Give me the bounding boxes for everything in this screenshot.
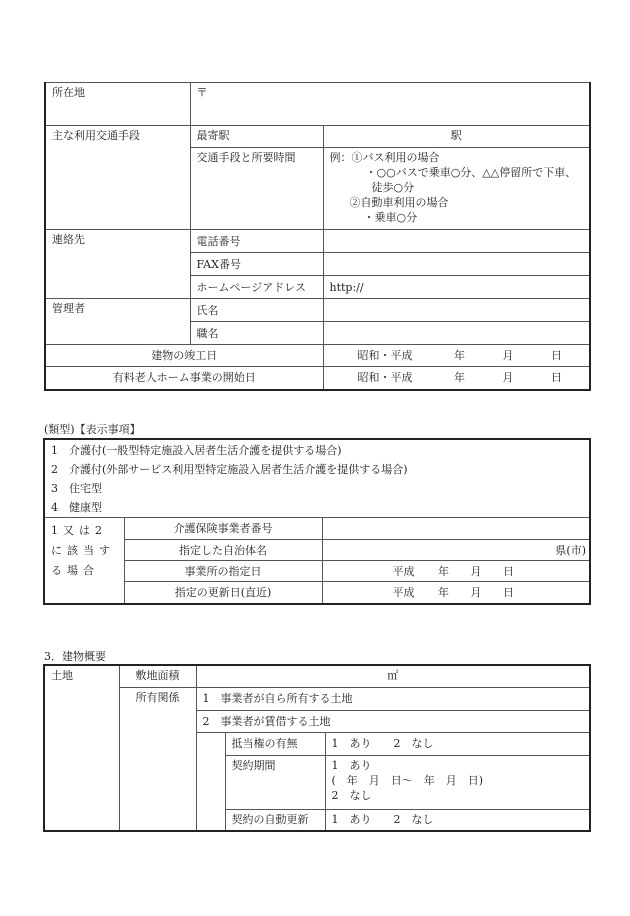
designation-month: 月 — [470, 564, 482, 578]
completion-year: 年 — [454, 349, 465, 362]
municipality-field[interactable]: 県(市) — [322, 540, 590, 561]
homepage-label: ホームページアドレス — [190, 276, 323, 299]
start-month: 月 — [502, 371, 514, 385]
section3-heading: 3．建物概要 — [44, 650, 106, 663]
auto-renew-field[interactable]: 1 あり 2 なし — [325, 809, 590, 831]
contact-label: 連絡先 — [45, 230, 190, 299]
municipality-label: 指定した自治体名 — [124, 540, 322, 561]
contract-period-line-3: 2 なし — [331, 788, 372, 802]
designation-date-label: 事業所の指定日 — [124, 561, 322, 582]
renewal-era: 平成 — [392, 585, 415, 599]
completion-label: 建物の竣工日 — [45, 345, 323, 367]
means-time-label: 交通手段と所要時間 — [190, 148, 323, 230]
fax-field[interactable] — [323, 253, 590, 276]
manager-title-label: 職名 — [190, 322, 323, 345]
contract-period-field[interactable] — [325, 755, 590, 809]
nearest-station-field[interactable]: 駅 — [323, 126, 590, 148]
transport-label: 主な利用交通手段 — [45, 126, 190, 230]
facility-info-table — [44, 82, 591, 391]
manager-name-field[interactable] — [323, 299, 590, 322]
start-label: 有料老人ホーム事業の開始日 — [45, 367, 323, 390]
insurance-no-label: 介護保険事業者番号 — [124, 518, 322, 540]
means-time-field[interactable] — [323, 148, 590, 230]
renewal-month: 月 — [470, 585, 482, 599]
example-line-1: 例：①バス利用の場合 — [329, 151, 440, 164]
start-day: 日 — [551, 371, 562, 385]
completion-month: 月 — [502, 349, 514, 362]
mortgage-label: 抵当権の有無 — [225, 732, 325, 755]
renewal-day: 日 — [503, 585, 514, 599]
start-date-field[interactable] — [323, 367, 590, 390]
designation-day: 日 — [503, 564, 514, 578]
mortgage-field[interactable]: 1 あり 2 なし — [325, 732, 590, 755]
manager-label: 管理者 — [45, 299, 190, 345]
start-era: 昭和・平成 — [357, 371, 413, 385]
type-heading: (類型)【表示事項】 — [44, 423, 141, 436]
example-line-3: 徒歩○分 — [371, 181, 415, 194]
ownership-lease-option[interactable]: 2 事業者が賃借する土地 — [196, 710, 590, 732]
phone-label: 電話番号 — [190, 230, 323, 253]
type-option-2[interactable]: 2 介護付(外部サービス利用型特定施設入居者生活介護を提供する場合) — [44, 460, 590, 479]
building-overview-table — [43, 664, 591, 832]
applies-label: 1又は2に該当する場合 — [44, 518, 124, 604]
ownership-label: 所有関係 — [119, 687, 196, 831]
type-table — [43, 438, 591, 605]
nearest-station-label: 最寄駅 — [190, 126, 323, 148]
completion-era: 昭和・平成 — [357, 349, 413, 362]
completion-date-field[interactable] — [323, 345, 590, 367]
type-option-1[interactable]: 1 介護付(一般型特定施設入居者生活介護を提供する場合) — [44, 439, 590, 460]
renewal-date-field[interactable] — [322, 582, 590, 604]
renewal-year: 年 — [438, 585, 449, 599]
designation-year: 年 — [438, 564, 449, 578]
location-label: 所在地 — [45, 83, 190, 126]
homepage-field[interactable]: http:// — [323, 276, 590, 299]
phone-field[interactable] — [323, 230, 590, 253]
site-area-label: 敷地面積 — [119, 665, 196, 687]
renewal-date-label: 指定の更新日(直近) — [124, 582, 322, 604]
contract-period-line-2: ( 年 月 日～ 年 月 日) — [331, 773, 484, 787]
designation-era: 平成 — [392, 564, 415, 578]
land-label: 土地 — [44, 665, 119, 831]
example-line-4: ②自動車利用の場合 — [349, 196, 449, 209]
completion-day: 日 — [551, 349, 562, 362]
designation-date-field[interactable] — [322, 561, 590, 582]
example-line-5: ・乗車○分 — [363, 211, 418, 224]
location-field[interactable]: 〒 — [190, 83, 590, 126]
type-option-4[interactable]: 4 健康型 — [44, 498, 590, 518]
auto-renew-label: 契約の自動更新 — [225, 809, 325, 831]
manager-title-field[interactable] — [323, 322, 590, 345]
contract-period-label: 契約期間 — [225, 755, 325, 809]
type-option-3[interactable]: 3 住宅型 — [44, 479, 590, 498]
example-line-2: ・○○バスで乗車○分、△△停留所で下車、 — [365, 166, 577, 179]
fax-label: FAX番号 — [190, 253, 323, 276]
contract-period-line-1: 1 あり — [331, 758, 372, 772]
insurance-no-field[interactable] — [322, 518, 590, 540]
ownership-own-option[interactable]: 1 事業者が自ら所有する土地 — [196, 687, 590, 710]
lease-indent-spacer — [196, 732, 225, 831]
manager-name-label: 氏名 — [190, 299, 323, 322]
site-area-field[interactable]: ㎡ — [196, 665, 590, 687]
start-year: 年 — [454, 371, 465, 385]
